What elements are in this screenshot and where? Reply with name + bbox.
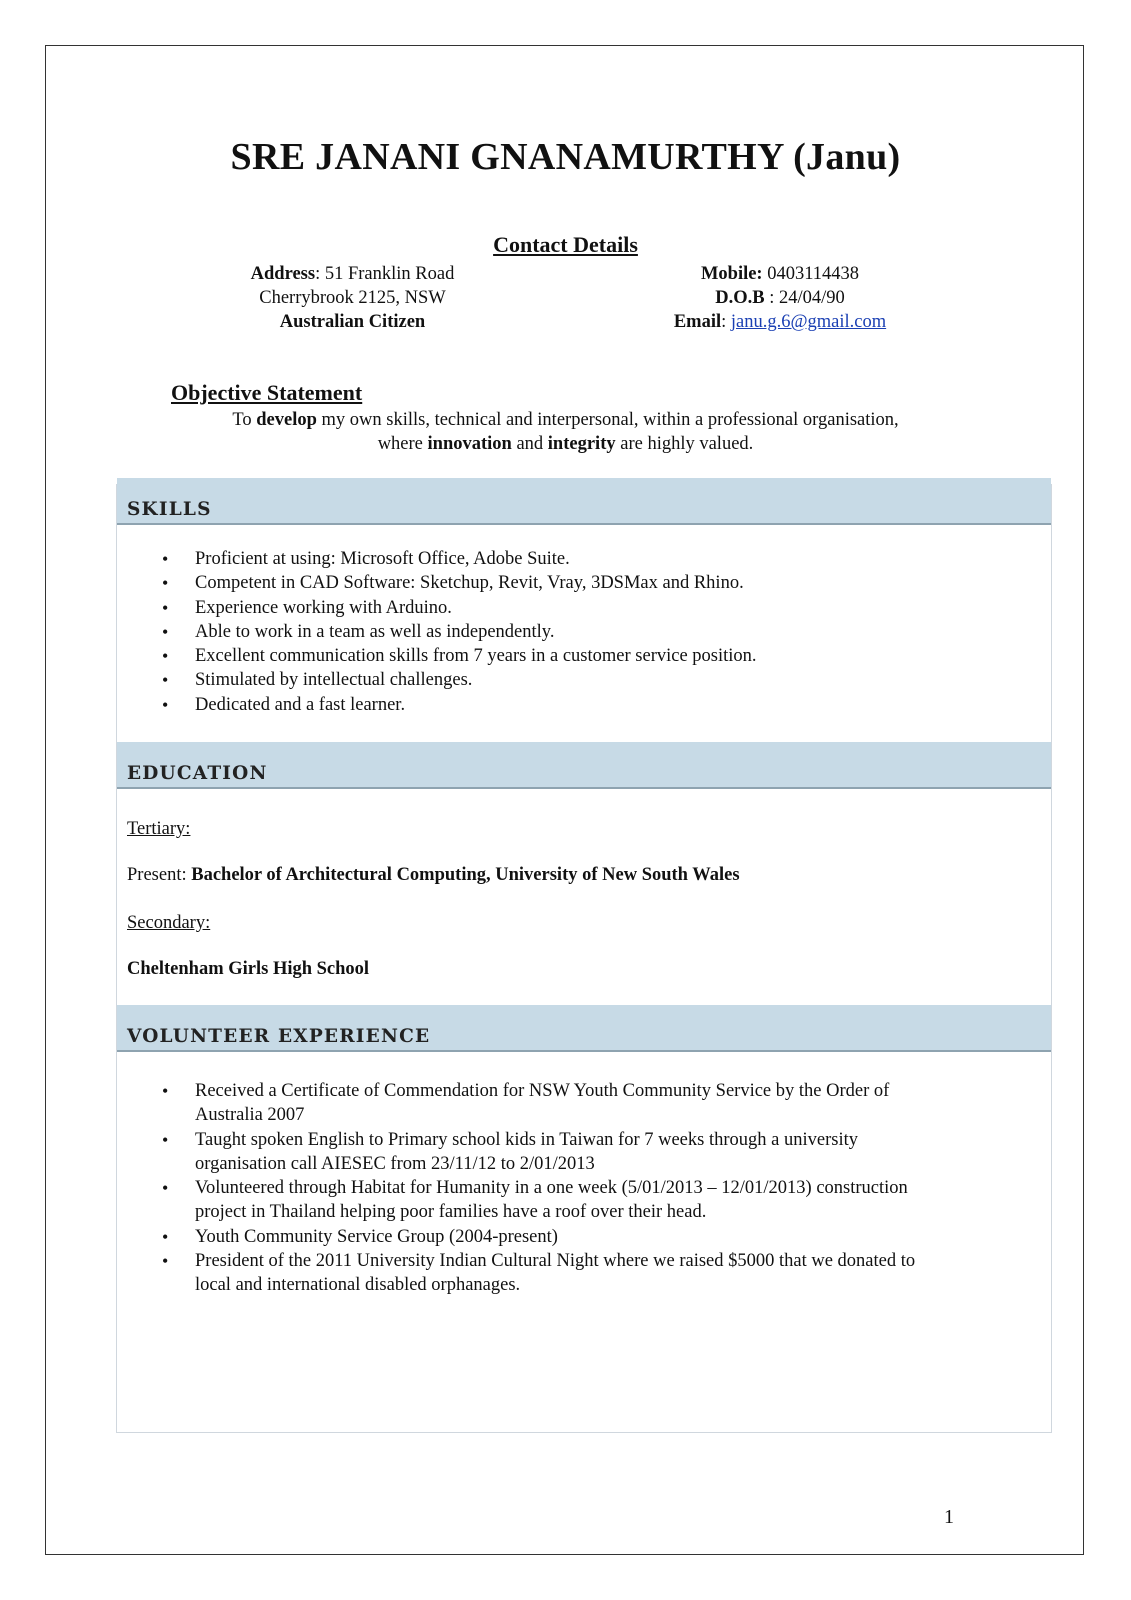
list-item: • Stimulated by intellectual challenges.	[162, 668, 1032, 692]
contact-heading: Contact Details	[493, 232, 638, 257]
mobile-value: 0403114438	[767, 264, 860, 284]
list-item: • Competent in CAD Software: Sketchup, Revit, Vray, 3DSMax and Rhino.	[162, 571, 1032, 595]
list-item: • Dedicated and a fast learner.	[162, 693, 1032, 717]
list-item	[162, 1128, 1042, 1177]
objective-fragment: my own skills, technical and interpersonal, within a professional organisation,	[316, 410, 899, 430]
list-item: • Excellent communication skills from 7 years in a customer service position.	[162, 644, 1032, 668]
list-item-line: • Taught spoken English to Primary school kids in Taiwan for 7 weeks through a university	[195, 1129, 858, 1150]
list-item-line: • Volunteered through Habitat for Humanity in a one week (5/01/2013 – 12/01/2013) construction	[195, 1178, 908, 1199]
email-line: Email: janu.g.6@gmail.com	[673, 312, 887, 332]
objective-text	[140, 408, 991, 456]
dob-label: D.O.B	[715, 288, 765, 308]
objective-line-1	[140, 408, 991, 432]
mobile-line	[610, 262, 950, 286]
tertiary-label: Tertiary:	[127, 819, 191, 839]
email-link[interactable]: janu.g.6@gmail.com	[730, 312, 887, 332]
address-label: Address	[250, 264, 316, 284]
objective-fragment: are highly valued.	[615, 434, 754, 454]
list-item	[162, 1079, 1042, 1128]
list-item-line: • President of the 2011 University Indian Cultural Night where we raised $5000 that we donated to	[195, 1251, 916, 1272]
list-item: • Proficient at using: Microsoft Office, Adobe Suite.	[162, 547, 1032, 571]
objective-fragment: To	[232, 410, 257, 430]
mobile-label: Mobile:	[700, 264, 763, 284]
objective-bold: integrity	[547, 434, 616, 454]
list-item-line: • Youth Community Service Group (2004-present)	[195, 1226, 558, 1247]
present-education	[127, 865, 740, 886]
secondary-label: Secondary:	[127, 913, 211, 933]
present-label: Present:	[127, 865, 192, 885]
list-item-line: organisation call AIESEC from 23/11/12 to 2/01/2013	[195, 1153, 595, 1174]
address-street: 51 Franklin Road	[324, 264, 455, 284]
objective-line-2	[140, 432, 991, 456]
present-degree: Bachelor of Architectural Computing, University of New South Wales	[191, 865, 740, 885]
list-item-line: local and international disabled orphanages.	[195, 1275, 521, 1296]
skills-title: SKILLS	[127, 499, 212, 520]
objective-fragment: and	[511, 434, 548, 454]
dob-line: D.O.B : 24/04/90	[715, 288, 845, 308]
list-item: • Experience working with Arduino.	[162, 596, 1032, 620]
contact-details-block	[610, 262, 950, 334]
list-item-line: project in Thailand helping poor families have a roof over their head.	[195, 1202, 707, 1223]
volunteer-title: VOLUNTEER EXPERIENCE	[127, 1026, 431, 1047]
list-item	[162, 1176, 1042, 1225]
skills-header	[117, 478, 1051, 525]
objective-bold: develop	[256, 410, 317, 430]
secondary-school: Cheltenham Girls High School	[127, 959, 370, 979]
list-item-line: Australia 2007	[195, 1105, 305, 1126]
email-label: Email	[673, 312, 722, 332]
address-line-1: Address: 51 Franklin Road	[250, 264, 455, 284]
dob-value: 24/04/90	[778, 288, 845, 308]
education-title: EDUCATION	[127, 763, 268, 784]
page-number: 1	[944, 1506, 954, 1528]
objective-fragment: where	[377, 434, 428, 454]
objective-heading: Objective Statement	[171, 380, 363, 405]
list-item	[162, 1249, 1042, 1298]
resume-name: SRE JANANI GNANAMURTHY (Janu)	[230, 136, 901, 178]
list-item	[162, 1225, 1042, 1249]
objective-bold: innovation	[427, 434, 512, 454]
citizenship: Australian Citizen	[279, 312, 426, 332]
skills-list	[162, 547, 1032, 717]
volunteer-list	[162, 1079, 1042, 1298]
education-header	[117, 742, 1051, 789]
list-item-line: • Received a Certificate of Commendation for NSW Youth Community Service by the Order of	[195, 1081, 890, 1101]
address-line-2: Cherrybrook 2125, NSW	[259, 288, 446, 308]
contact-address-block	[200, 262, 505, 334]
list-item: • Able to work in a team as well as independently.	[162, 620, 1032, 644]
volunteer-header	[117, 1005, 1051, 1052]
